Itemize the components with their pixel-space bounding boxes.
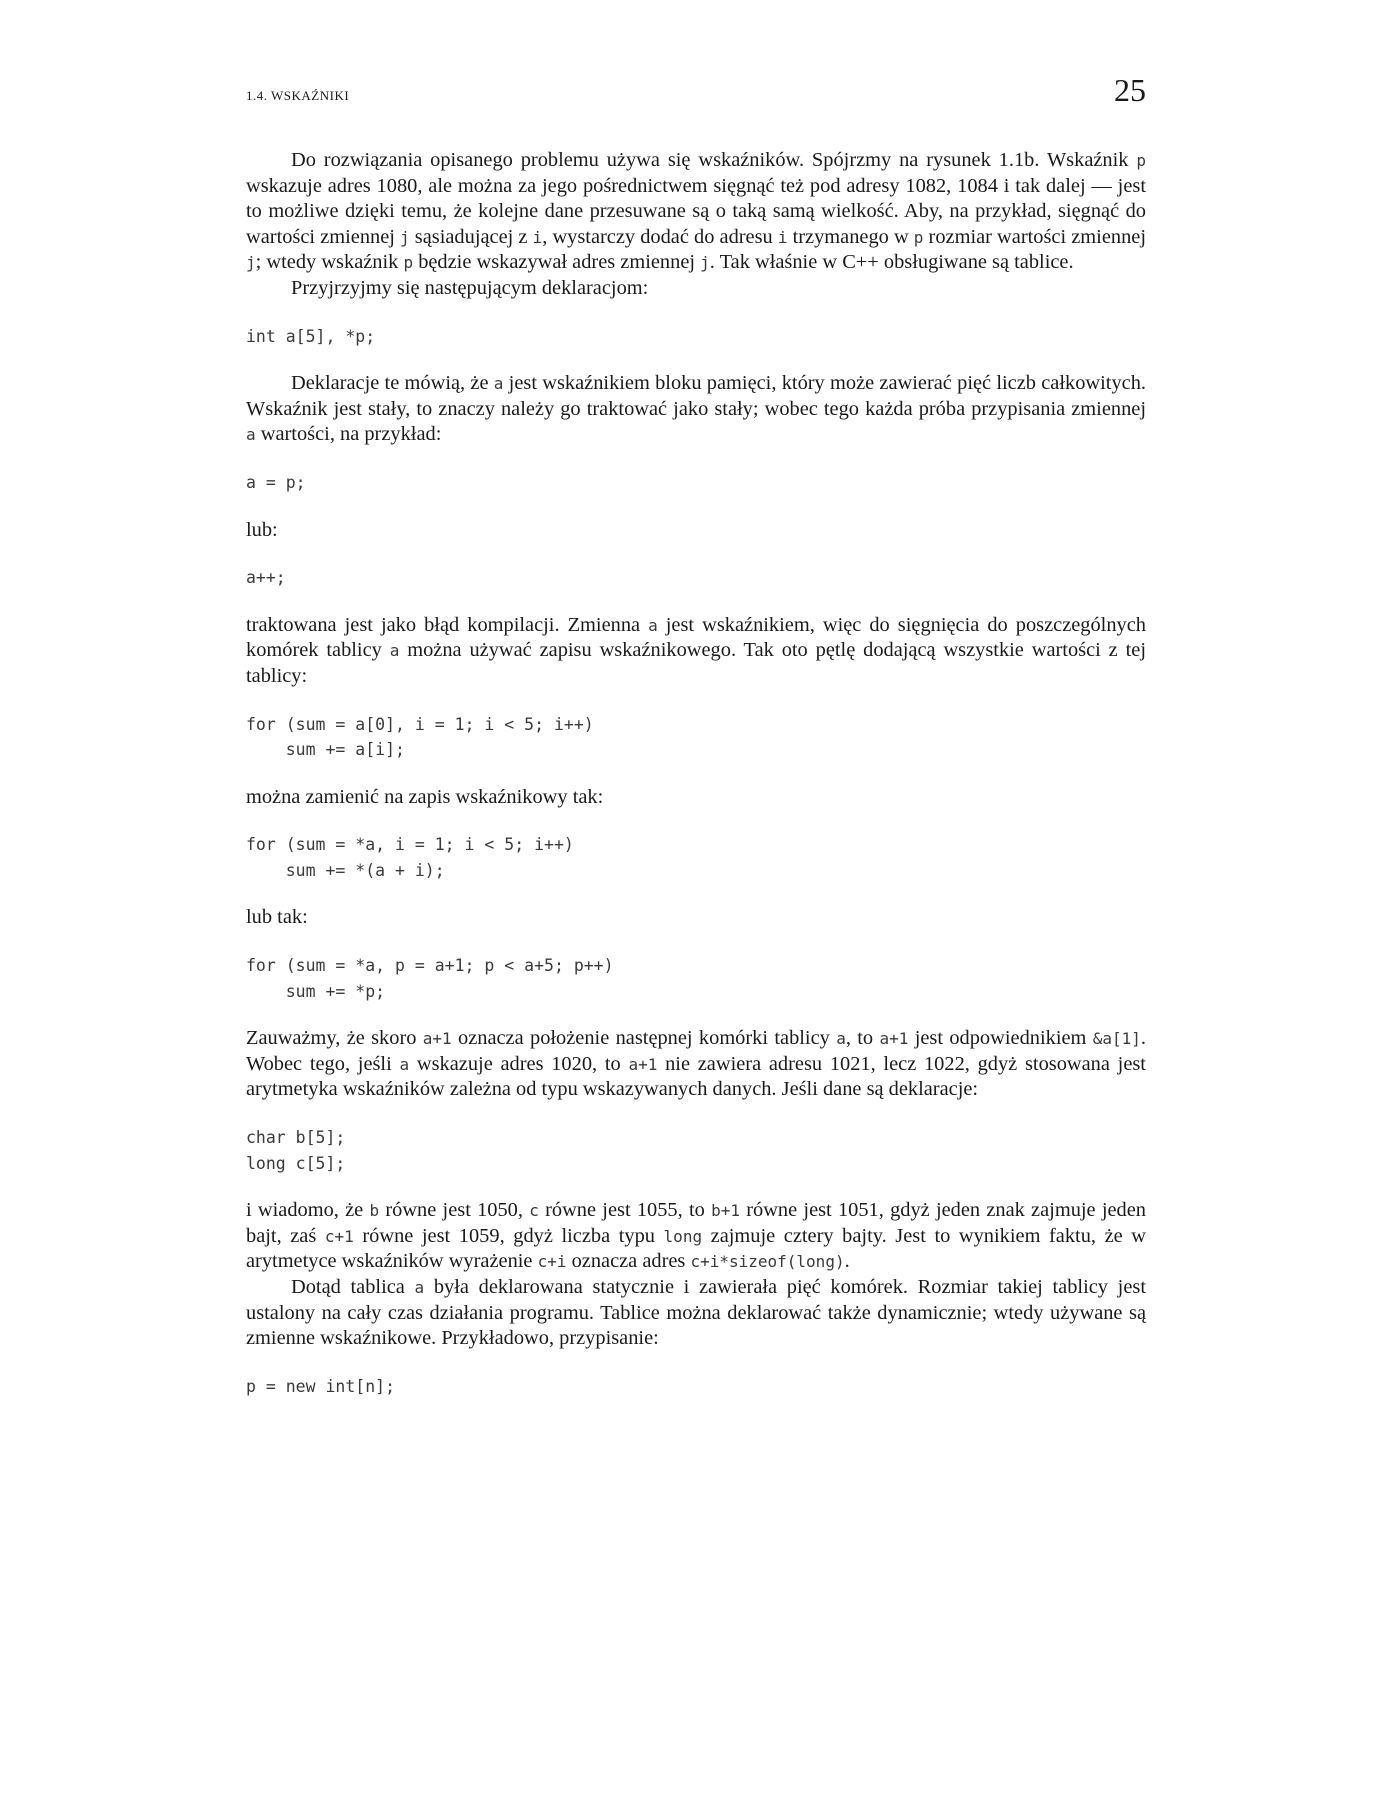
paragraph-sizeof: i wiadomo, że b równe jest 1050, c równe jest 1055, to b+1 równe jest 1051, gdyż jeden znak zajmuje jeden bajt, zaś c+1 równe jest 1059, gdyż liczba typu long zajmuje cztery bajty. Jest to wynikiem faktu, że w arytmetyce wskaźników wyrażenie c+i oznacza adres c+i*sizeof(long). bbox=[246, 1199, 1146, 1273]
inline-code: p bbox=[403, 253, 414, 273]
inline-code: p bbox=[913, 227, 924, 247]
inline-code: c+i bbox=[537, 1252, 567, 1272]
inline-code: j bbox=[246, 253, 256, 273]
paragraph-pointer-arithmetic: Zauważmy, że skoro a+1 oznacza położenie następnej komórki tablicy a, to a+1 jest odpowiednikiem &a[1]. Wobec tego, jeśli a wskazuje adres 1020, to a+1 nie zawiera adresu 1021, lecz 1022, gdyż stosowana jest arytmetyka wskaźników zależna od typu wskazywanych danych. Jeśli dane są deklaracje: bbox=[246, 1027, 1147, 1101]
inline-code: a bbox=[399, 1054, 410, 1074]
inline-code: a bbox=[493, 374, 504, 394]
paragraph-dynamic-arrays: Dotąd tablica a była deklarowana statycznie i zawierała pięć komórek. Rozmiar takiej tablicy jest ustalony na cały czas działania programu. Tablice można deklarować także dynamicznie; wtedy używane są zmienne wskaźnikowe. Przykładowo, przypisanie: bbox=[246, 1276, 1146, 1350]
paragraph-compile-error: traktowana jest jako błąd kompilacji. Zmienna a jest wskaźnikiem, więc do sięgnięcia do poszczególnych komórek tablicy a można używać zapisu wskaźnikowego. Tak oto pętlę dodającą wszystkie wartości z tej tablicy: bbox=[246, 613, 1146, 687]
inline-code: c+1 bbox=[324, 1226, 354, 1246]
running-head: 1.4. WSKAŹNIKI bbox=[246, 88, 350, 103]
inline-code: a bbox=[389, 641, 400, 661]
page-number: 25 bbox=[1114, 72, 1146, 108]
paragraph-declarations-meaning: Deklaracje te mówią, że a jest wskaźnikiem bloku pamięci, który może zawierać pięć liczb całkowitych. Wskaźnik jest stały, to znaczy należy go traktować jako stały; wobec tego każda próba przypisania zmiennej a wartości, na przykład: bbox=[246, 372, 1146, 446]
inline-code: a bbox=[246, 425, 256, 445]
inline-code: a bbox=[836, 1029, 846, 1049]
code-block-loop-pointer-increment: for (sum = *a, p = a+1; p < a+5; p++) sum += *p; bbox=[246, 956, 614, 1001]
inline-code: a bbox=[648, 615, 658, 635]
inline-code: b+1 bbox=[711, 1201, 740, 1221]
inline-code: c+i*sizeof(long) bbox=[690, 1252, 845, 1272]
inline-code: j bbox=[400, 227, 410, 247]
inline-code: a bbox=[414, 1278, 425, 1297]
code-block-declaration: int a[5], *p; bbox=[246, 326, 376, 346]
inline-code: c bbox=[529, 1201, 539, 1221]
inline-code: i bbox=[532, 227, 543, 247]
paragraph-pointers-intro: Do rozwiązania opisanego problemu używa się wskaźników. Spójrzmy na rysunek 1.1b. Wskaźnik p wskazuje adres 1080, ale można za jego pośrednictwem sięgnąć też pod adresy 1082, 1084 i tak dalej — jest to możliwe dzięki temu, że kolejne dane przesuwane są o taką samą wielkość. Aby, na przykład, sięgnąć do wartości zmiennej j sąsiadującej z i, wystarczy dodać do adresu i trzymanego w p rozmiar wartości zmiennej j; wtedy wskaźnik p będzie wskazywał adres zmiennej j. Tak właśnie w C++ obsługiwane są tablice. bbox=[246, 149, 1146, 274]
inline-code: &a[1] bbox=[1092, 1029, 1141, 1049]
code-block-new-array: p = new int[n]; bbox=[246, 1376, 396, 1396]
paragraph-declarations-lead: Przyjrzyjmy się następującym deklaracjom: bbox=[291, 276, 649, 299]
paragraph-pointer-notation: można zamienić na zapis wskaźnikowy tak: bbox=[246, 785, 604, 808]
code-block-char-long: char b[5]; long c[5]; bbox=[246, 1128, 346, 1173]
inline-code: i bbox=[777, 227, 788, 247]
code-block-assignment: a = p; bbox=[246, 472, 306, 492]
inline-code: a+1 bbox=[422, 1029, 452, 1049]
inline-code: long bbox=[663, 1226, 703, 1246]
inline-code: a+1 bbox=[628, 1054, 658, 1074]
code-block-loop-index: for (sum = a[0], i = 1; i < 5; i++) sum += a[i]; bbox=[246, 714, 594, 760]
inline-code: p bbox=[1136, 151, 1146, 170]
inline-code: b bbox=[369, 1201, 380, 1221]
paragraph-or-so: lub tak: bbox=[246, 906, 308, 929]
code-block-increment: a++; bbox=[246, 568, 286, 588]
inline-code: j bbox=[700, 253, 710, 273]
code-block-loop-pointer: for (sum = *a, i = 1; i < 5; i++) sum += *(a + i); bbox=[246, 835, 574, 880]
paragraph-or: lub: bbox=[246, 518, 278, 541]
inline-code: a+1 bbox=[879, 1029, 909, 1049]
page-body bbox=[246, 148, 1146, 1399]
